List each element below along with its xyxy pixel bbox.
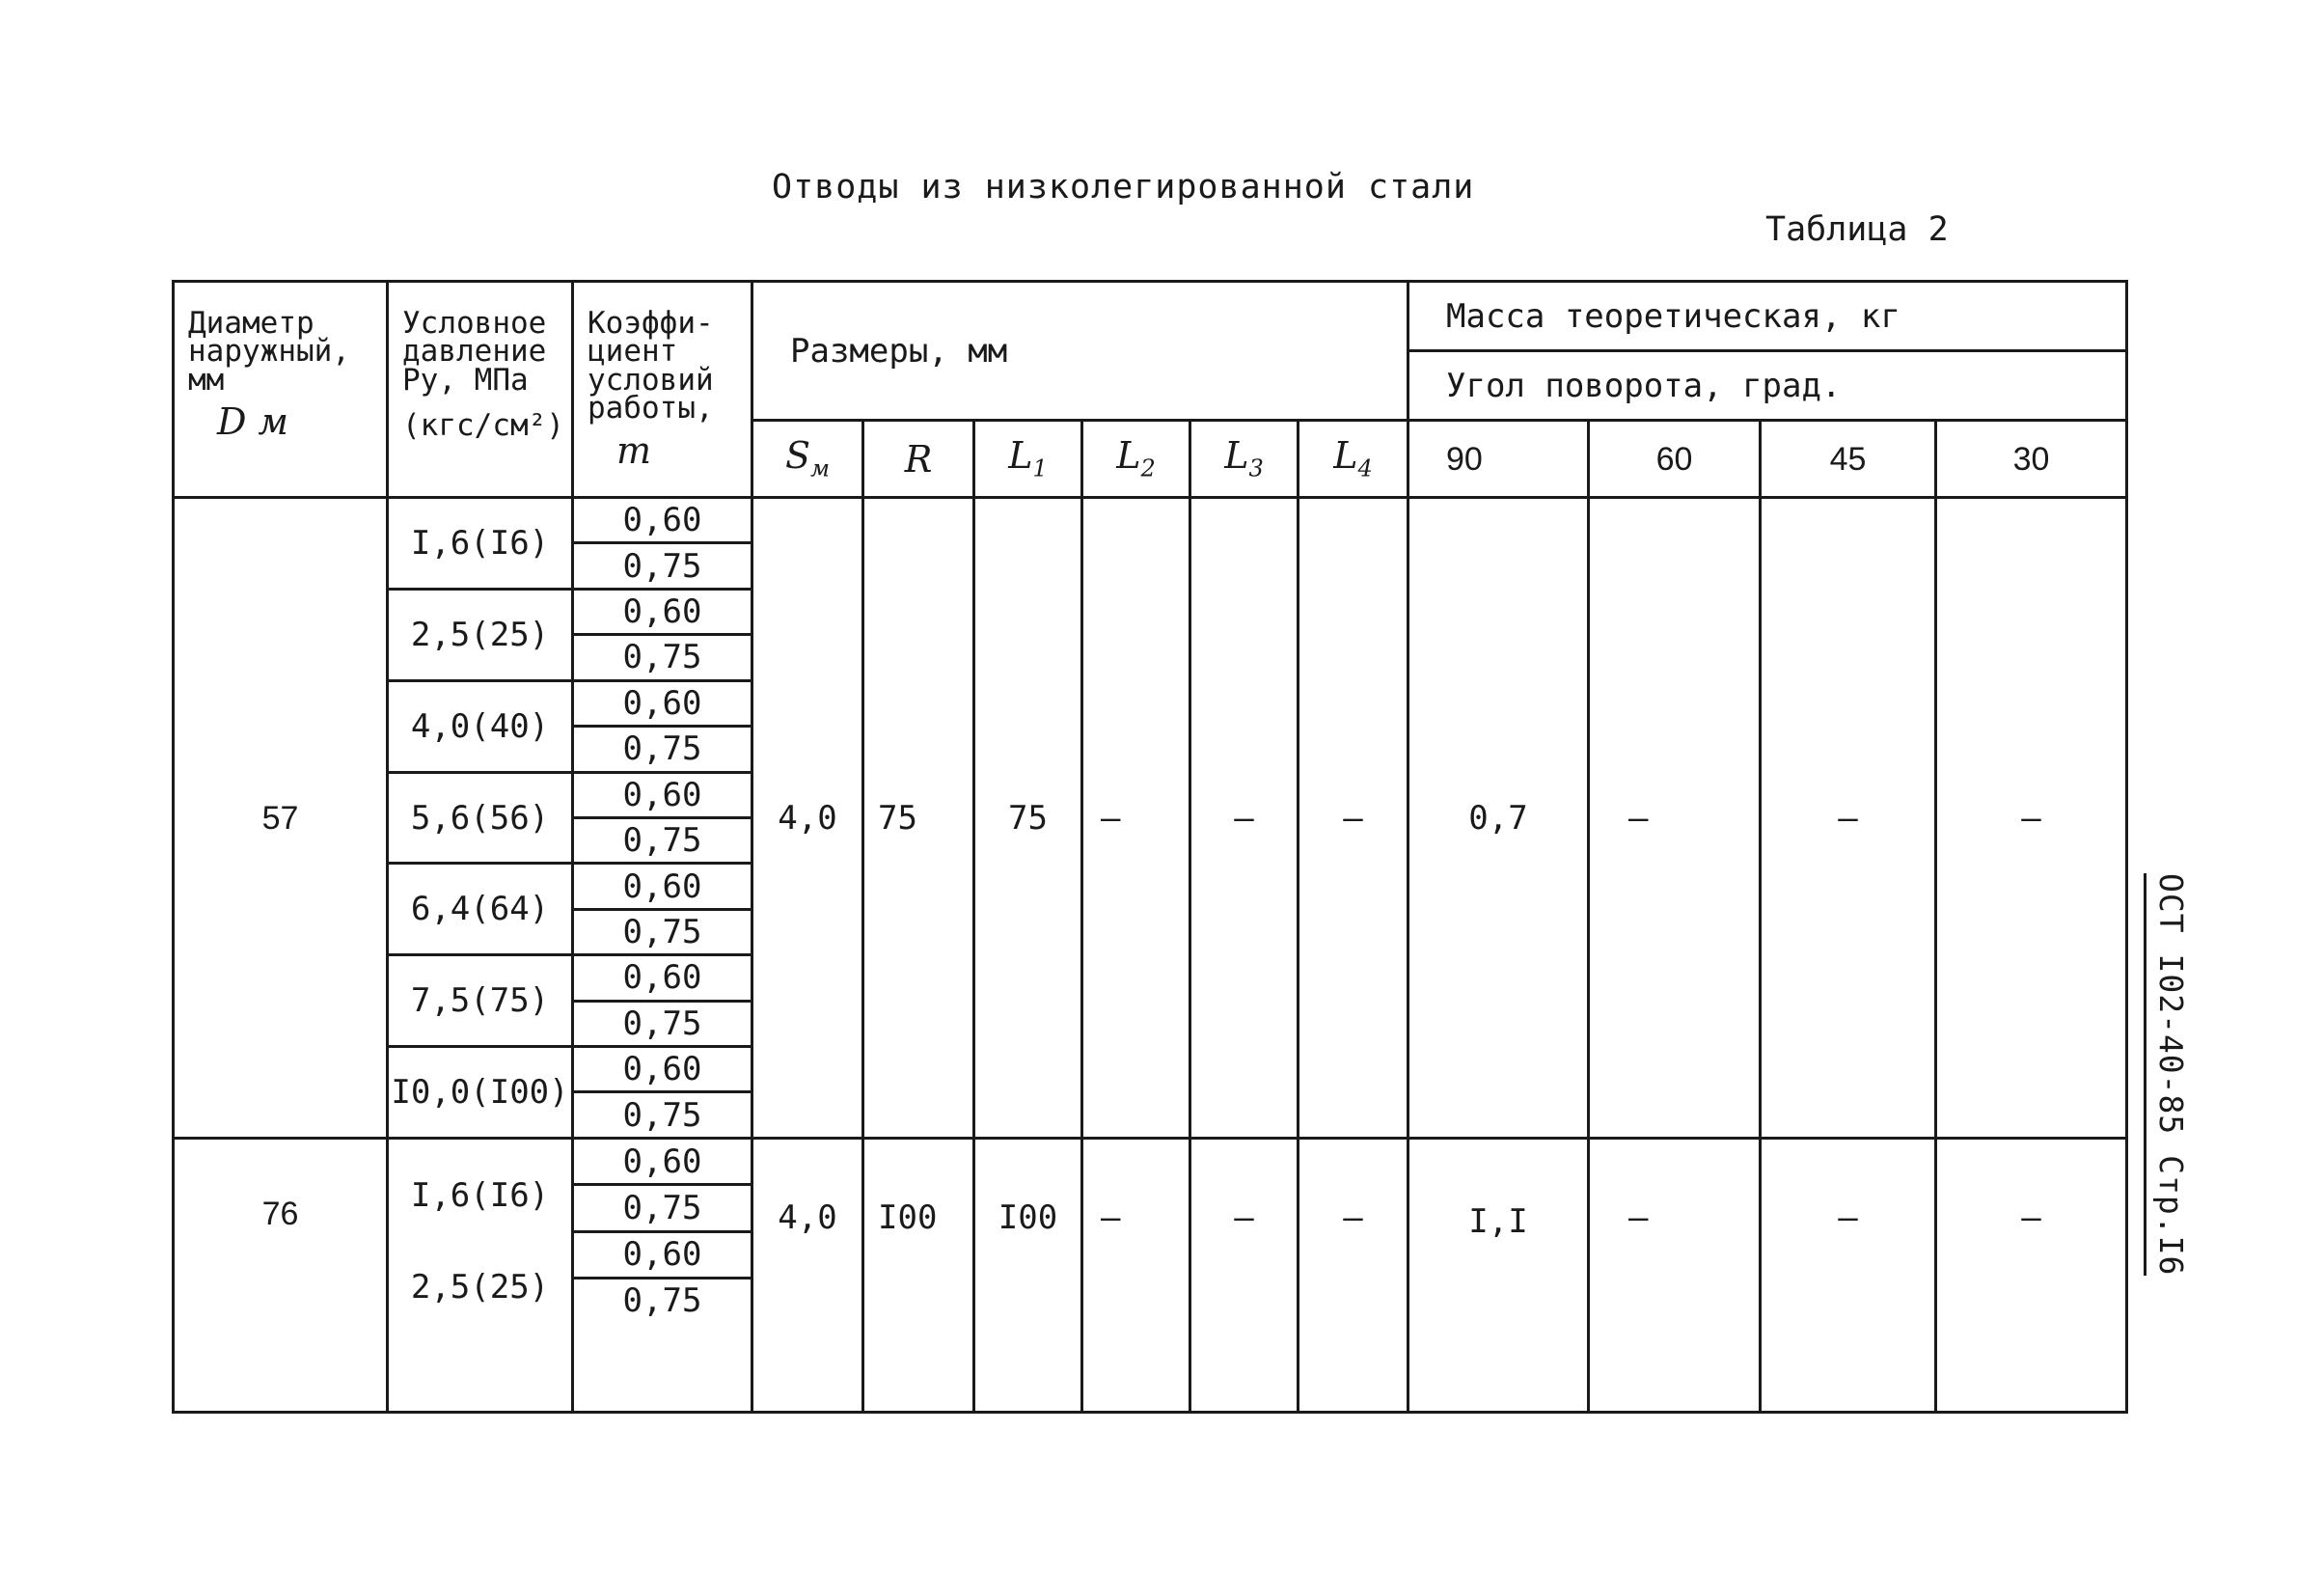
header-l3 bbox=[1190, 421, 1299, 498]
coefficient-value: 0,60 bbox=[574, 865, 751, 910]
mass-45-value: – bbox=[1761, 498, 1936, 1139]
sm-value: 4,0 bbox=[752, 498, 863, 1139]
pressure-value: 2,5(25) bbox=[389, 591, 571, 682]
mass-30-value bbox=[1936, 1139, 2127, 1413]
l2-value bbox=[1082, 1139, 1190, 1413]
header-sm-sub: м bbox=[810, 454, 830, 482]
coefficient-value: 0,75 bbox=[622, 1095, 702, 1135]
r-value bbox=[863, 1139, 974, 1413]
mass-30-text: – bbox=[2021, 1198, 2041, 1237]
header-l3-sub: 3 bbox=[1248, 454, 1264, 482]
table-row bbox=[174, 1139, 2127, 1413]
header-pressure-unit: (кгс/см²) bbox=[402, 408, 564, 444]
header-r bbox=[863, 421, 974, 498]
header-sm bbox=[752, 421, 863, 498]
coefficient-value: 0,75 bbox=[574, 544, 751, 590]
coefficient-value: 0,60 bbox=[574, 499, 751, 544]
header-diameter-symbol: D м bbox=[217, 400, 289, 444]
page-title: Отводы из низколегированной стали bbox=[772, 168, 1475, 206]
coefficient-value: 0,75 bbox=[574, 1186, 751, 1232]
header-angle-60: 60 bbox=[1589, 421, 1761, 498]
header-diameter-text: Диаметр наружный, мм bbox=[188, 306, 350, 398]
coefficient-value: 0,75 bbox=[574, 1003, 751, 1048]
header-l4-sub: 4 bbox=[1357, 454, 1373, 482]
fittings-table bbox=[172, 280, 2128, 1414]
header-l1-sub: 1 bbox=[1032, 454, 1048, 482]
header-mass: Масса теоретическая, кг bbox=[1408, 282, 2127, 351]
table-number: Таблица 2 bbox=[1765, 210, 1949, 249]
header-r-letter: R bbox=[904, 437, 933, 481]
pressure-cell bbox=[388, 1139, 573, 1413]
coefficient-value: 0,75 bbox=[574, 911, 751, 956]
coefficient-value: 0,60 bbox=[574, 774, 751, 819]
coefficient-value: 0,75 bbox=[574, 819, 751, 865]
mass-90-text: I,I bbox=[1468, 1202, 1528, 1241]
header-angle-45: 45 bbox=[1761, 421, 1936, 498]
header-sizes: Размеры, мм bbox=[752, 282, 1408, 421]
header-l1-letter: L bbox=[1008, 434, 1033, 478]
header-l1 bbox=[974, 421, 1082, 498]
mass-60-value: – bbox=[1589, 498, 1761, 1139]
header-coefficient-text: Коэффи- циент условий работы, bbox=[588, 306, 714, 427]
l3-text: – bbox=[1234, 1198, 1254, 1237]
coefficient-value: 0,60 bbox=[574, 956, 751, 1002]
header-l2 bbox=[1082, 421, 1190, 498]
l4-value: – bbox=[1299, 498, 1408, 1139]
header-angle-30: 30 bbox=[1936, 421, 2127, 498]
header-l3-letter: L bbox=[1224, 434, 1249, 478]
header-pressure bbox=[388, 282, 573, 498]
header-l4-letter: L bbox=[1333, 434, 1358, 478]
sm-value bbox=[752, 1139, 863, 1413]
pressure-value: 4,0(40) bbox=[389, 682, 571, 774]
pressure-cell bbox=[388, 498, 573, 1139]
coefficient-cell bbox=[573, 1139, 752, 1413]
pressure-value: I,6(I6) bbox=[389, 499, 571, 591]
l2-value: – bbox=[1082, 498, 1190, 1139]
header-coefficient bbox=[573, 282, 752, 498]
document-code: ОСТ I02-40-85 Стр.I6 bbox=[2144, 873, 2190, 1276]
mass-60-text: – bbox=[1628, 1198, 1649, 1237]
pressure-value: 7,5(75) bbox=[389, 956, 571, 1048]
pressure-value: I0,0(I00) bbox=[391, 1073, 569, 1113]
mass-45-text: – bbox=[1838, 1198, 1858, 1237]
coefficient-value: 0,75 bbox=[622, 1281, 702, 1321]
r-text: I00 bbox=[878, 1198, 938, 1237]
header-angle-90: 90 bbox=[1408, 421, 1589, 498]
coefficient-value: 0,75 bbox=[574, 636, 751, 681]
l2-text: – bbox=[1101, 1198, 1121, 1237]
header-diameter bbox=[174, 282, 388, 498]
pressure-value: I,6(I6) bbox=[410, 1175, 550, 1215]
coefficient-value: 0,60 bbox=[574, 682, 751, 728]
l4-text: – bbox=[1343, 1198, 1363, 1237]
r-value: 75 bbox=[863, 498, 974, 1139]
header-sm-letter: S bbox=[785, 434, 811, 478]
mass-90-value: 0,7 bbox=[1408, 498, 1589, 1139]
diameter-cell: 57 bbox=[174, 498, 388, 1139]
header-l2-letter: L bbox=[1116, 434, 1141, 478]
l3-value: – bbox=[1190, 498, 1299, 1139]
diameter-value: 76 bbox=[261, 1196, 299, 1232]
l1-value bbox=[974, 1139, 1082, 1413]
sm-text: 4,0 bbox=[778, 1198, 837, 1237]
header-l2-sub: 2 bbox=[1140, 454, 1156, 482]
pressure-value: 6,4(64) bbox=[389, 865, 571, 956]
l1-value: 75 bbox=[974, 498, 1082, 1139]
coefficient-cell bbox=[573, 498, 752, 1139]
mass-90-value bbox=[1408, 1139, 1589, 1413]
coefficient-value: 0,60 bbox=[574, 1048, 751, 1093]
mass-45-value bbox=[1761, 1139, 1936, 1413]
header-l4 bbox=[1299, 421, 1408, 498]
header-angle: Угол поворота, град. bbox=[1408, 351, 2127, 421]
coefficient-value: 0,60 bbox=[574, 1233, 751, 1280]
diameter-cell bbox=[174, 1139, 388, 1413]
mass-60-value bbox=[1589, 1139, 1761, 1413]
coefficient-value: 0,60 bbox=[574, 591, 751, 636]
l1-text: I00 bbox=[998, 1198, 1058, 1237]
coefficient-value: 0,60 bbox=[574, 1140, 751, 1186]
mass-30-value: – bbox=[1936, 498, 2127, 1139]
header-pressure-text: Условное давление Ру, МПа bbox=[402, 306, 547, 398]
pressure-value: 2,5(25) bbox=[410, 1267, 550, 1307]
header-coefficient-symbol: m bbox=[616, 428, 652, 472]
table-row bbox=[174, 498, 2127, 1139]
l4-value bbox=[1299, 1139, 1408, 1413]
l3-value bbox=[1190, 1139, 1299, 1413]
coefficient-value: 0,75 bbox=[574, 728, 751, 773]
pressure-value: 5,6(56) bbox=[389, 774, 571, 866]
